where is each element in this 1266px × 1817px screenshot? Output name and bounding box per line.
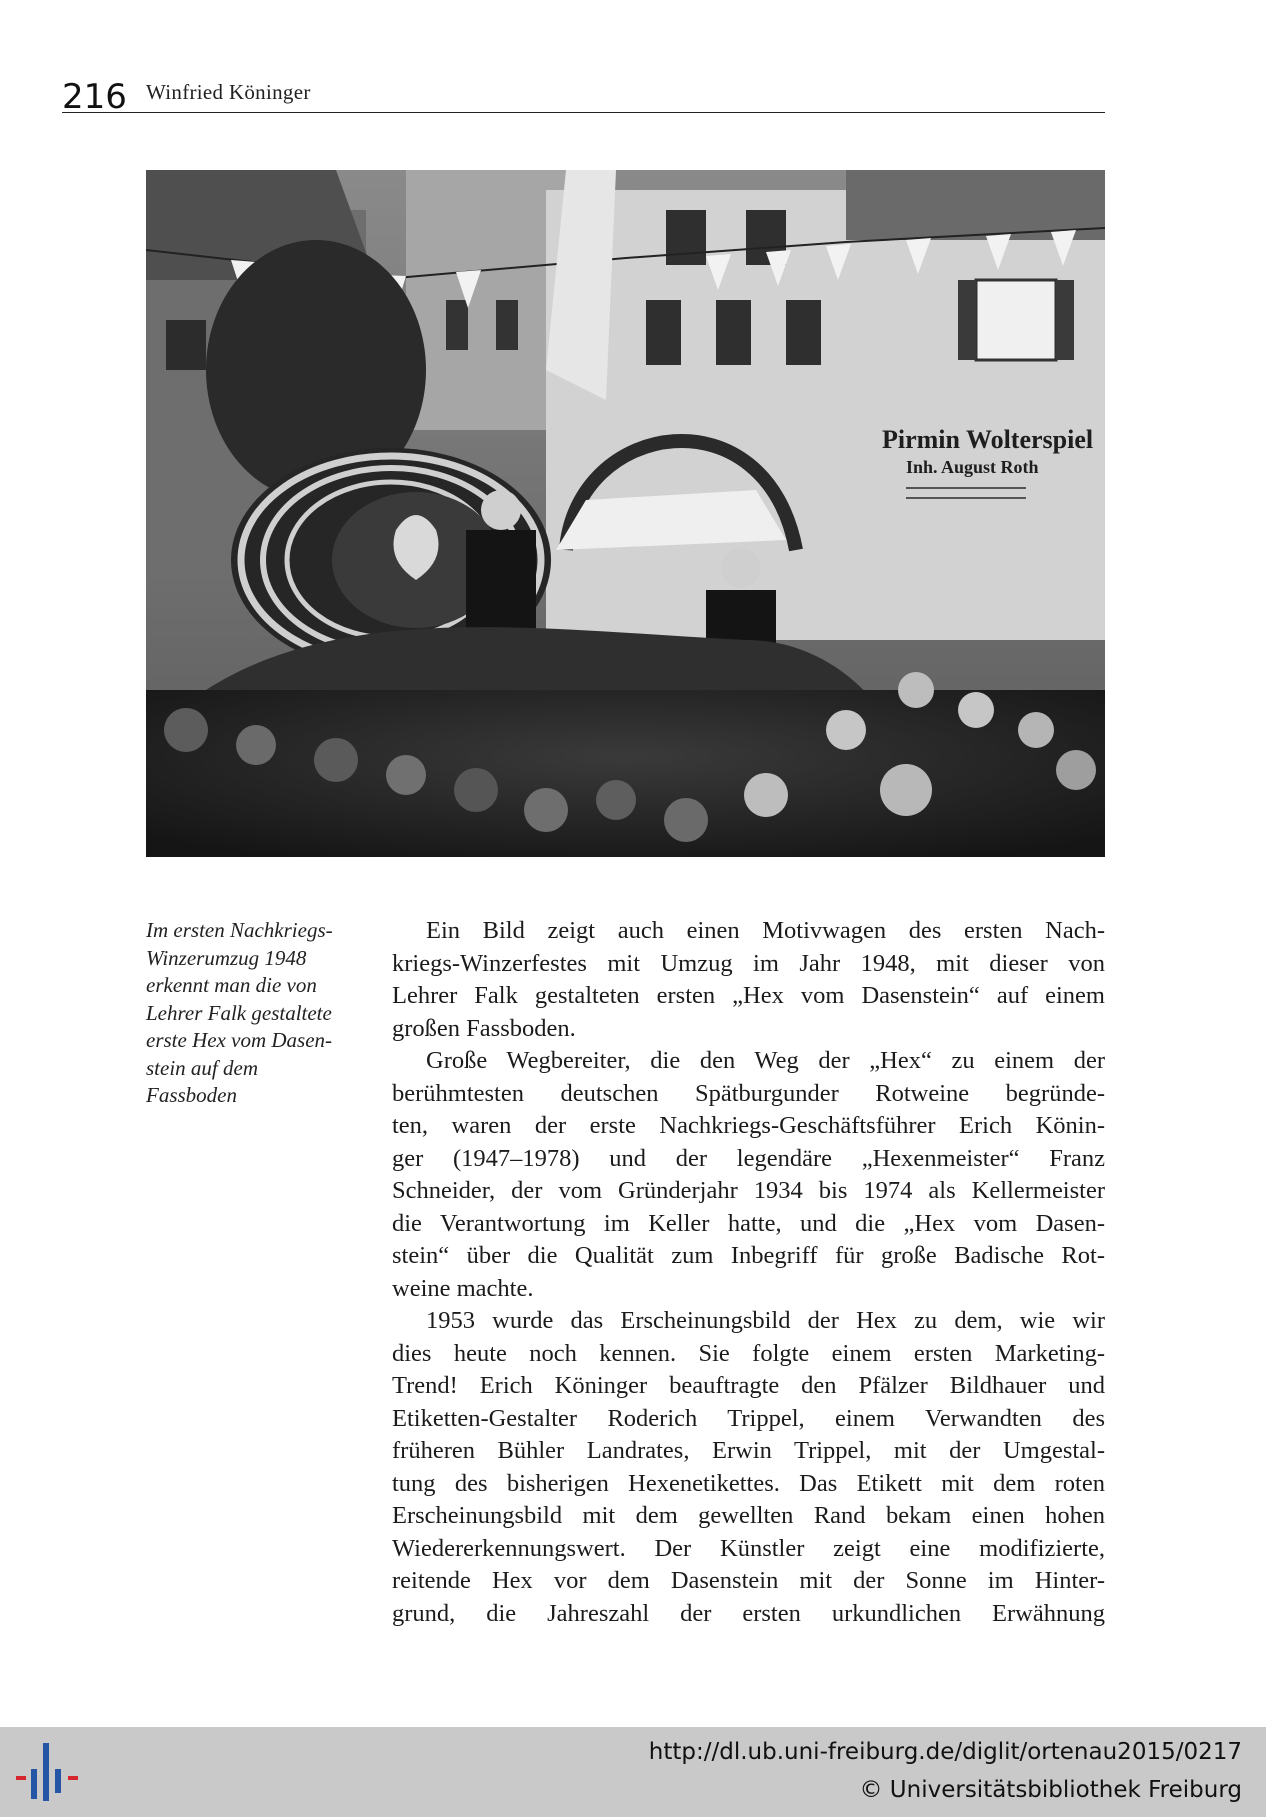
text-line: Wiedererkennungswert. Der Künstler zeigt eine modifizierte, bbox=[392, 1534, 1105, 1562]
historical-photo bbox=[146, 170, 1105, 857]
text-line: Ein Bild zeigt auch einen Motivwagen des ersten Nach- bbox=[426, 917, 1105, 944]
photo-illustration bbox=[146, 170, 1105, 857]
library-logo-icon bbox=[16, 1739, 80, 1805]
caption-line: Im ersten Nachkriegs- bbox=[146, 918, 333, 942]
text-line: 1953 wurde das Erscheinungsbild der Hex zu dem, wie wir bbox=[426, 1307, 1105, 1334]
caption-line: Lehrer Falk gestaltete bbox=[146, 1000, 332, 1025]
text-line: Lehrer Falk gestalteten ersten „Hex vom Dasenstein“ auf einem bbox=[392, 982, 1105, 1009]
body-text bbox=[392, 915, 1105, 1630]
text-line: Schneider, der vom Gründerjahr 1934 bis 1974 als Kellermeister bbox=[392, 1177, 1105, 1204]
caption-line: stein auf dem bbox=[146, 1055, 258, 1080]
text-line: Trend! Erich Köninger beauftragte den Pfälzer Bildhauer und bbox=[392, 1372, 1105, 1399]
running-header-author: Winfried Köninger bbox=[146, 80, 311, 104]
photo-caption bbox=[146, 917, 361, 1110]
text-line: kriegs-Winzerfestes mit Umzug im Jahr 1948, mit dieser von bbox=[392, 949, 1105, 977]
library-footer bbox=[0, 1727, 1266, 1817]
text-line: tung des bisherigen Hexenetikettes. Das Etikett mit dem roten bbox=[392, 1469, 1105, 1497]
running-header bbox=[62, 72, 1105, 117]
page-number: 216 bbox=[62, 77, 127, 117]
text-line: grund, die Jahreszahl der ersten urkundlichen Erwähnung bbox=[392, 1599, 1105, 1627]
text-line: Erscheinungsbild mit dem gewellten Rand bekam einen hohen bbox=[392, 1502, 1105, 1529]
text-line: reitende Hex vor dem Dasenstein mit der Sonne im Hinter- bbox=[392, 1567, 1105, 1594]
text-line: ger (1947–1978) und der legendäre „Hexenmeister“ Franz bbox=[392, 1144, 1105, 1172]
caption-line: Fassboden bbox=[146, 1083, 237, 1107]
text-line: stein“ über die Qualität zum Inbegriff für große Badische Rot- bbox=[392, 1242, 1105, 1269]
caption-line: erkennt man die von bbox=[146, 973, 317, 997]
text-line: berühmtesten deutschen Spätburgunder Rotweine begründe- bbox=[392, 1079, 1105, 1107]
source-url-link[interactable]: http://dl.ub.uni-freiburg.de/diglit/ortenau2015/0217 bbox=[648, 1739, 1242, 1765]
shop-sign-line2: Inh. August Roth bbox=[906, 457, 1039, 477]
text-line: weine machte. bbox=[392, 1274, 534, 1302]
text-line: dies heute noch kennen. Sie folgte einem ersten Marketing- bbox=[392, 1339, 1105, 1367]
text-line: früheren Bühler Landrates, Erwin Trippel, mit der Umgestal- bbox=[392, 1437, 1105, 1464]
text-line: großen Fassboden. bbox=[392, 1014, 576, 1042]
copyright-notice: © Universitätsbibliothek Freiburg bbox=[859, 1777, 1242, 1803]
caption-line: Winzerumzug 1948 bbox=[146, 945, 307, 970]
shop-sign-line1: Pirmin Wolterspiel bbox=[882, 425, 1094, 454]
text-line: Etiketten-Gestalter Roderich Trippel, einem Verwandten des bbox=[392, 1404, 1105, 1432]
text-line: die Verantwortung im Keller hatte, und die „Hex vom Dasen- bbox=[392, 1209, 1105, 1237]
text-line: ten, waren der erste Nachkriegs-Geschäftsführer Erich Könin- bbox=[392, 1112, 1105, 1139]
caption-line: erste Hex vom Dasen- bbox=[146, 1028, 333, 1052]
text-line: Große Wegbereiter, die den Weg der „Hex“ zu einem der bbox=[426, 1047, 1105, 1074]
